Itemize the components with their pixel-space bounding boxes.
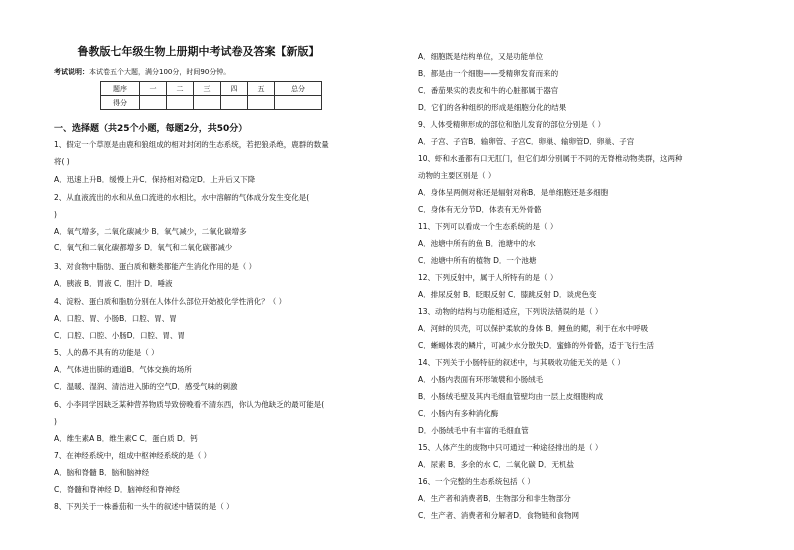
option-line: C．蜥蜴体表的鳞片，可减少水分散失D．蜜蜂的外骨骼，适于飞行生活 <box>418 341 655 350</box>
notice-label: 考试说明： <box>54 68 89 76</box>
option-line: C．番茄果实的表皮和牛的心脏都属于器官 <box>418 86 559 95</box>
score-cell: 四 <box>221 82 248 96</box>
question-line: 16、一个完整的生态系统包括（ ） <box>418 477 535 486</box>
question-line: 11、下列可以看成一个生态系统的是（ ） <box>418 222 558 231</box>
section-title: 一、选择题（共25个小题，每题2分，共50分） <box>54 124 248 134</box>
option-line: A．细胞既是结构单位，又是功能单位 <box>418 52 544 61</box>
score-cell: 题序 <box>101 82 140 96</box>
option-line: A．尿素 B．多余的水 C．二氧化碳 D．无机盐 <box>418 460 574 469</box>
page-title: 鲁教版七年级生物上册期中考试卷及答案【新版】 <box>77 45 320 58</box>
option-line: D．小肠绒毛中有丰富的毛细血管 <box>418 426 529 435</box>
option-line: A．气体进出肺的通道B．气体交换的场所 <box>54 365 192 374</box>
option-line: A．脑和脊髓 B．脑和脑神经 <box>54 468 150 477</box>
option-line: A．胰液 B．胃液 C．胆汁 D．唾液 <box>54 279 173 288</box>
option-line: A．迅速上升B．缓慢上升C．保持相对稳定D．上升后又下降 <box>54 175 256 184</box>
score-cell: 二 <box>167 82 194 96</box>
question-line: 4、淀粉、蛋白质和脂肪分别在人体什么部位开始被化学性消化？（ ） <box>54 297 287 306</box>
question-line: 9、人体受精卵形成的部位和胎儿发育的部位分别是（ ） <box>418 120 606 129</box>
question-line: 10、虾和水蚤都有口无肛门，但它们却分别属于不同的无脊椎动物类群，这两种 <box>418 154 683 163</box>
question-line: 12、下列反射中，属于人所特有的是（ ） <box>418 273 558 282</box>
question-line: 1、假定一个草原是由鹿和狼组成的相对封闭的生态系统，若把狼杀绝，鹿群的数量 <box>54 140 329 149</box>
question-line: ) <box>54 210 57 219</box>
score-cell <box>221 96 248 110</box>
question-line: 3、对食物中脂肪、蛋白质和糖类都能产生消化作用的是（ ） <box>54 262 257 271</box>
option-line: A．池塘中所有的鱼 B．池塘中的水 <box>418 239 536 248</box>
option-line: D．它们的各种组织的形成是细胞分化的结果 <box>418 103 567 112</box>
question-line: 5、人的鼻不具有的功能是（ ） <box>54 348 159 357</box>
score-cell: 一 <box>140 82 167 96</box>
option-line: C．温暖、湿润、清洁进入肺的空气D．感受气味的刺激 <box>54 382 238 391</box>
option-line: A．身体呈两侧对称还是辐射对称B．是单细胞还是多细胞 <box>418 188 609 197</box>
option-line: C．脊髓和脊神经 D．脑神经和脊神经 <box>54 485 180 494</box>
question-line: 8、下列关于一株番茄和一头牛的叙述中错误的是（ ） <box>54 502 234 511</box>
score-cell <box>275 96 322 110</box>
question-line: 15、人体产生的废物中只可通过一种途径排出的是（ ） <box>418 443 603 452</box>
question-line: 2、从血液流出的水和从鱼口流进的水相比，水中溶解的气体成分发生变化是( <box>54 193 310 202</box>
notice-text: 本试卷五个大题，满分100分，时间90分钟。 <box>89 68 231 76</box>
option-line: B．小肠绒毛壁及其内毛细血管壁均由一层上皮细胞构成 <box>418 392 604 401</box>
question-line: 13、动物的结构与功能相适应，下列说法错误的是（ ） <box>418 307 603 316</box>
option-line: A．氧气增多，二氧化碳减少 B．氧气减少，二氧化碳增多 <box>54 227 247 236</box>
score-cell <box>248 96 275 110</box>
score-cell <box>194 96 221 110</box>
option-line: C．氧气和二氧化碳都增多 D．氧气和二氧化碳都减少 <box>54 243 233 252</box>
option-line: A．口腔、胃、小肠B．口腔、胃、胃 <box>54 314 177 323</box>
score-table-row <box>101 82 322 96</box>
question-line: 14、下列关于小肠特征的叙述中，与其吸收功能无关的是（ ） <box>418 358 625 367</box>
score-cell: 三 <box>194 82 221 96</box>
score-cell: 总分 <box>275 82 322 96</box>
option-line: C．口腔、口腔、小肠D．口腔、胃、胃 <box>54 331 186 340</box>
question-line: 6、小李同学因缺乏某种营养物质导致傍晚看不清东西，你认为他缺乏的最可能是( <box>54 400 325 409</box>
option-line: A．生产者和消费者B．生物部分和非生物部分 <box>418 494 571 503</box>
option-line: C．池塘中所有的植物 D．一个池塘 <box>418 256 537 265</box>
option-line: A．维生素A B．维生素C C．蛋白质 D．钙 <box>54 434 198 443</box>
exam-notice <box>54 67 230 77</box>
question-line: 7、在神经系统中，组成中枢神经系统的是（ ） <box>54 451 212 460</box>
option-line: A．子宫、子宫B．输卵管、子宫C．卵巢、输卵管D．卵巢、子宫 <box>418 137 635 146</box>
option-line: C．生产者、消费者和分解者D．食物链和食物网 <box>418 511 580 520</box>
question-line: ) <box>54 417 57 426</box>
option-line: C．小肠内有多种消化酶 <box>418 409 499 418</box>
option-line: A．排尿反射 B．眨眼反射 C．膝跳反射 D．谈虎色变 <box>418 290 597 299</box>
option-line: A．小肠内表面有环形皱襞和小肠绒毛 <box>418 375 544 384</box>
option-line: A．河蚌的贝壳，可以保护柔软的身体 B．鲤鱼的鳃，利于在水中呼吸 <box>418 324 649 333</box>
score-table-row <box>101 96 322 110</box>
option-line: C．身体有无分节D．体表有无外骨骼 <box>418 205 542 214</box>
score-cell <box>167 96 194 110</box>
score-cell: 五 <box>248 82 275 96</box>
question-line: 将( ) <box>54 157 70 166</box>
score-cell: 得分 <box>101 96 140 110</box>
option-line: B．都是由一个细胞——受精卵发育而来的 <box>418 69 559 78</box>
score-table <box>100 81 322 110</box>
question-line: 动物的主要区别是（ ） <box>418 171 496 180</box>
score-cell <box>140 96 167 110</box>
